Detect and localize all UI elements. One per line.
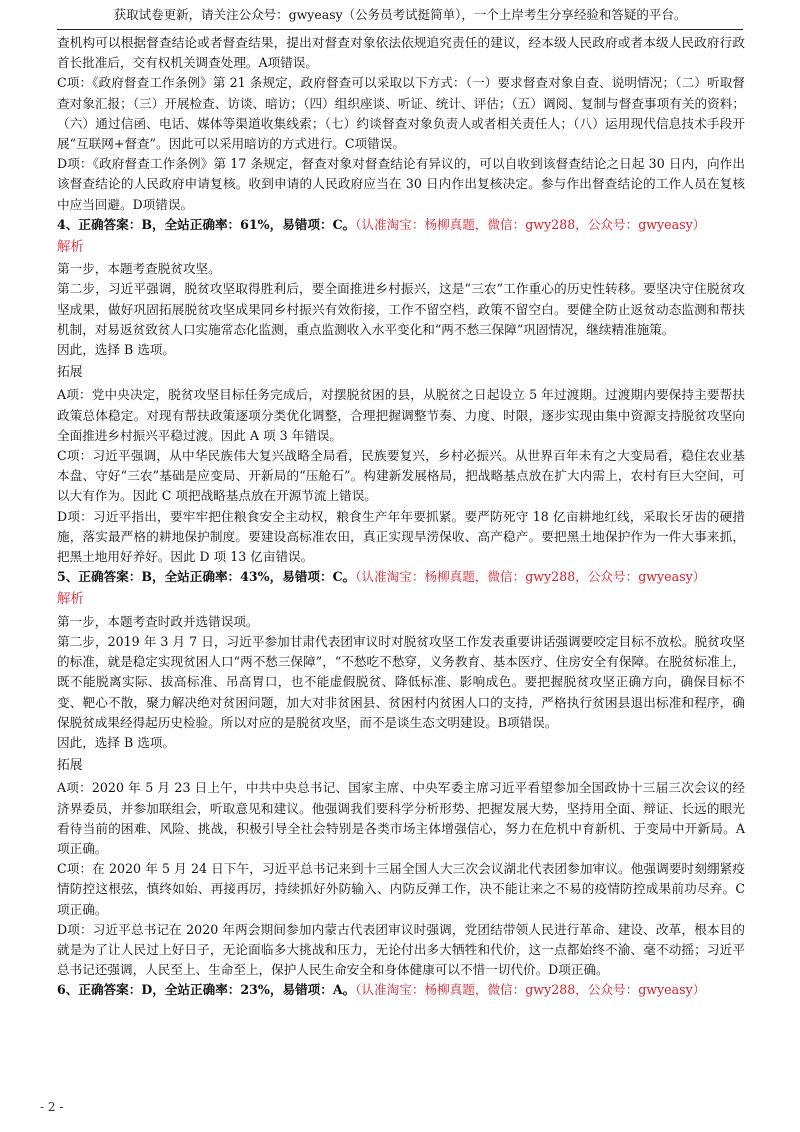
header-divider — [57, 29, 743, 30]
paragraph: A项：党中央决定，脱贫攻坚目标任务完成后，对摆脱贫困的县，从脱贫之日起设立 5 年过渡期。过渡期内要保持主要帮扶政策总体稳定。对现有帮扶政策逐项分类优化调整，合理把握调整节奏、力度、时限，逐步实现由集中资源支持脱贫攻坚向全面推进乡村振兴平稳过渡。因此 A 项 3 年错误。 — [57, 387, 745, 443]
q5-analysis-label: 解析 — [57, 591, 84, 608]
q6-answer: 6、正确答案：D，全站正确率：23%，易错项：A。 — [57, 982, 356, 998]
q6-promo: （认准淘宝：杨柳真题，微信：gwy288，公众号：gwyeasy） — [355, 982, 706, 998]
q6-answer-line — [57, 980, 745, 1000]
document-body — [57, 33, 745, 1001]
paragraph: A项：2020 年 5 月 23 日上午，中共中央总书记、国家主席、中央军委主席习近平看望参加全国政协十三届三次会议的经济界委员，并参加联组会，听取意见和建议。他强调我们要科学分析形势、把握发展大势，坚持用全面、辩证、长远的眼光看待当前的困难、风险、挑战，积极引导全社会特别是各类市场主体增强信心，努力在危机中育新机、于变局中开新局。A项正确。 — [57, 780, 745, 856]
q4-promo: （认准淘宝：杨柳真题，微信：gwy288，公众号：gwyeasy） — [355, 216, 706, 232]
q4-extension-label: 拓展 — [57, 365, 83, 381]
paragraph: 第一步，本题考查时政并选错误项。 — [57, 613, 259, 629]
paragraph: 第一步，本题考查脱贫攻坚。 — [57, 261, 221, 277]
paragraph: D项：《政府督查工作条例》第 17 条规定，督查对象对督查结论有异议的，可以自收到该督查结论之日起 30 日内，向作出该督查结论的人民政府申请复核。收到申请的人民政府应当在 30 日内作出复核决定。参与作出督查结论的工作人员在复核中应当回避。D项错误。 — [57, 156, 745, 212]
q4-answer-line — [57, 215, 745, 235]
q5-extension-label: 拓展 — [57, 758, 83, 774]
paragraph: C项：习近平强调，从中华民族伟大复兴战略全局看，民族要复兴，乡村必振兴。从世界百年未有之大变局看，稳住农业基本盘、守好“三农”基础是应变局、开新局的“压舱石”。构建新发展格局，把战略基点放在扩大内需上，农村有巨大空间，可以大有作为。因此 C 项把战略基点放在开源节流上错误。 — [57, 448, 745, 504]
paragraph: D项：习近平总书记在 2020 年两会期间参加内蒙古代表团审议时强调，党团结带领人民进行革命、建设、改革，根本目的就是为了让人民过上好日子，无论面临多大挑战和压力，无论付出多大牺牲和代价，这一点都始终不渝、毫不动摇；习近平总书记还强调，人民至上、生命至上，保护人民生命安全和身体健康可以不惜一切代价。D项正确。 — [57, 921, 745, 978]
paragraph: 第二步，2019 年 3 月 7 日，习近平参加甘肃代表团审议时对脱贫攻坚工作发表重要讲话强调要咬定目标不放松。脱贫攻坚的标准，就是稳定实现贫困人口“两不愁三保障”，“不愁吃不愁穿，义务教育、基本医疗、住房安全有保障。在脱贫标准上，既不能脱离实际、拔高标准、吊高胃口，也不能虚假脱贫、降低标准、影响成色。要把握脱贫攻坚正确方向，确保目标不变、靶心不散，聚力解决绝对贫困问题，加大对非贫困县、贫困村内贫困人口的支持，严格执行贫困县退出标准和程序，确保脱贫成果经得起历史检验。所以对应的是脱贫攻坚，而不是谈生态文明建设。B项错误。 — [57, 633, 745, 730]
paragraph: C项：在 2020 年 5 月 24 日下午，习近平总书记来到十三届全国人大三次会议湖北代表团参加审议。他强调要时刻绷紧疫情防控这根弦，慎终如始、再接再厉，持续抓好外防输入、内防反弹工作，决不能让来之不易的疫情防控成果前功尽弃。C项正确。 — [57, 861, 745, 917]
paragraph: C项：《政府督查工作条例》第 21 条规定，政府督查可以采取以下方式：（一）要求督查对象自查、说明情况；（二）听取督查对象汇报；（三）开展检查、访谈、暗访；（四）组织座谈、听证、统计、评估；（五）调阅、复制与督查事项有关的资料；（六）通过信函、电话、媒体等渠道收集线索；（七）约谈督查对象负责人或者相关责任人；（八）运用现代信息技术手段开展“互联网+督查”。因此可以采用暗访的方式进行。C项错误。 — [57, 75, 745, 152]
q5-promo: （认准淘宝：杨柳真题，微信：gwy288，公众号：gwyeasy） — [355, 569, 706, 585]
paragraph: 第二步，习近平强调，脱贫攻坚取得胜利后，要全面推进乡村振兴，这是“三农”工作重心的历史性转移。要坚决守住脱贫攻坚成果，做好巩固拓展脱贫攻坚成果同乡村振兴有效衔接，工作不留空档，政策不留空白。要健全防止返贫动态监测和帮扶机制，对易返贫致贫人口实施常态化监测，重点监测收入水平变化和“两不愁三保障”巩固情况，继续精准施策。 — [57, 281, 745, 337]
paragraph: 因此，选择 B 选项。 — [57, 734, 176, 750]
q5-answer-line — [57, 567, 745, 587]
q4-answer: 4、正确答案：B，全站正确率：61%，易错项：C。 — [57, 216, 356, 232]
page-header: 获取试卷更新，请关注公众号：gwyeasy（公务员考试挺简单），一个上岸考生分享经验和答疑的平台。 — [113, 7, 687, 22]
q4-analysis-label: 解析 — [57, 239, 84, 256]
paragraph: 查机构可以根据督查结论或者督查结果，提出对督查对象依法依规追究责任的建议，经本级人民政府或者本级人民政府行政首长批准后，交有权机关调查处理。A项错误。 — [57, 35, 745, 71]
paragraph: 因此，选择 B 选项。 — [57, 342, 176, 358]
page-number: - 2 - — [40, 1100, 64, 1114]
paragraph: D项：习近平指出，要牢牢把住粮食安全主动权，粮食生产年年要抓紧。要严防死守 18 亿亩耕地红线，采取长牙齿的硬措施，落实最严格的耕地保护制度。要建设高标准农田，真正实现旱涝保收、高产稳产。要把黑土地保护作为一件大事来抓，把黑土地用好养好。因此 D 项 13 亿亩错误。 — [57, 508, 745, 565]
q5-answer: 5、正确答案：B，全站正确率：43%，易错项：C。 — [57, 569, 356, 585]
